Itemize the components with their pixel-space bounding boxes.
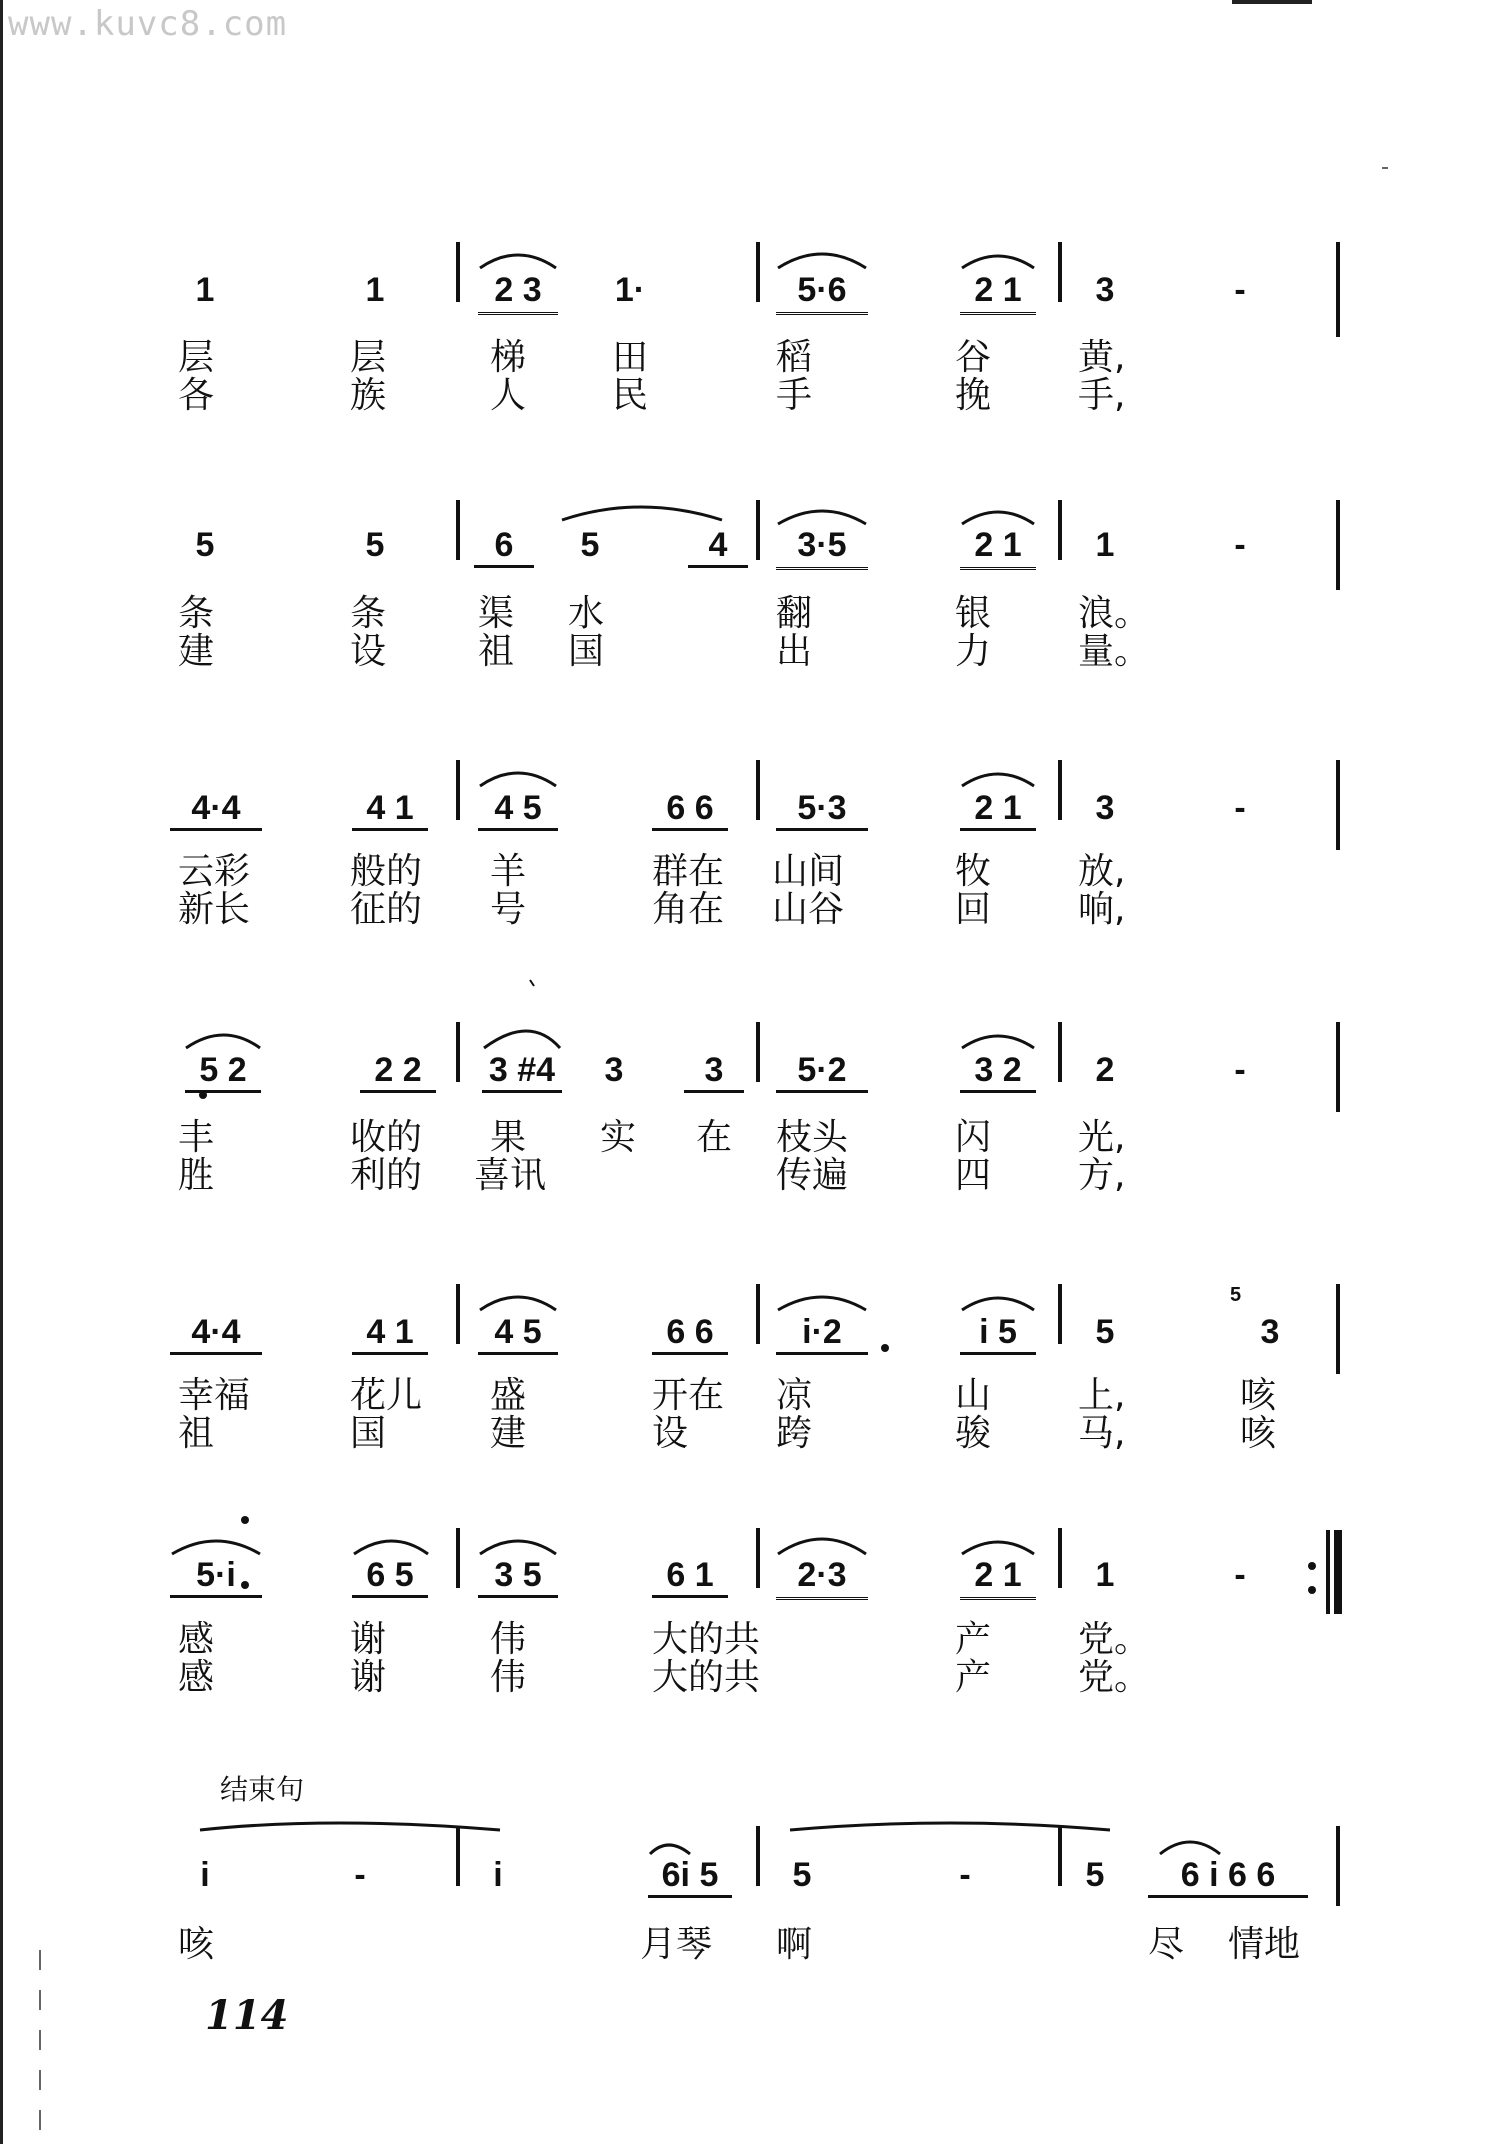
lyric: 浪。 bbox=[1078, 593, 1151, 634]
barline bbox=[456, 1528, 460, 1588]
top-edge-mark bbox=[1232, 0, 1312, 4]
note: 3 bbox=[1095, 789, 1115, 827]
lyric: 月琴 bbox=[640, 1924, 713, 1965]
lyric: 凉 bbox=[776, 1375, 813, 1416]
slur bbox=[354, 1541, 428, 1554]
barline bbox=[1058, 1528, 1062, 1588]
lyric: 谢 bbox=[350, 1657, 387, 1698]
lyric: 人 bbox=[490, 375, 527, 416]
barline bbox=[1058, 242, 1062, 302]
note: 1· bbox=[614, 271, 646, 309]
barline bbox=[1336, 1022, 1340, 1112]
lyric: 尽 bbox=[1148, 1924, 1185, 1965]
lyric: 黄, bbox=[1078, 337, 1126, 378]
lyric: 各 bbox=[178, 375, 215, 416]
lyric: 量。 bbox=[1078, 631, 1151, 672]
barline bbox=[756, 1528, 760, 1588]
slur bbox=[962, 1298, 1034, 1310]
lyric: 水 bbox=[568, 593, 605, 634]
note: 6 5 bbox=[352, 1555, 428, 1598]
lyric: 山谷 bbox=[772, 889, 845, 930]
lyric: 渠 bbox=[478, 593, 515, 634]
lyric: 传遍 bbox=[776, 1155, 849, 1196]
barline bbox=[1058, 1022, 1062, 1082]
barline bbox=[1058, 760, 1062, 820]
lyric: 光, bbox=[1078, 1117, 1126, 1158]
lyric: 条 bbox=[350, 593, 387, 634]
barline bbox=[756, 500, 760, 560]
lyric: 幸福 bbox=[178, 1375, 251, 1416]
note: 5 bbox=[195, 526, 215, 564]
lyric: 谢 bbox=[350, 1619, 387, 1660]
note: 5 bbox=[1085, 1856, 1105, 1894]
lyric: 力 bbox=[955, 631, 992, 672]
note: 3 bbox=[1095, 271, 1115, 309]
note: 2 1 bbox=[960, 788, 1036, 831]
barline bbox=[1336, 500, 1340, 590]
lyric: 骏 bbox=[955, 1413, 992, 1454]
lyric: 情地 bbox=[1228, 1924, 1301, 1965]
note: 4 5 bbox=[478, 1312, 558, 1355]
lyric: 果 bbox=[490, 1117, 527, 1158]
lyric: 上, bbox=[1078, 1375, 1126, 1416]
note: 6 1 bbox=[652, 1555, 728, 1598]
note: - bbox=[1234, 1556, 1246, 1594]
note: - bbox=[1234, 1051, 1246, 1089]
barline bbox=[1058, 1284, 1062, 1344]
lyric: 新长 bbox=[178, 889, 251, 930]
lyric: 层 bbox=[350, 337, 387, 378]
note: 3·5 bbox=[776, 525, 868, 570]
lyric: 设 bbox=[350, 631, 387, 672]
lyric: 翻 bbox=[776, 593, 813, 634]
note: 5·2 bbox=[776, 1050, 868, 1093]
lyric: 感 bbox=[178, 1619, 215, 1660]
lyric: 角在 bbox=[652, 889, 725, 930]
sharp-mark bbox=[530, 980, 534, 986]
note: 3 bbox=[1260, 1313, 1280, 1351]
slur bbox=[480, 255, 556, 268]
slur bbox=[962, 774, 1034, 786]
note: 4·4 bbox=[170, 1312, 262, 1355]
note: 2 2 bbox=[360, 1050, 436, 1093]
slur bbox=[1160, 1842, 1220, 1854]
lyric: 枝头 bbox=[776, 1117, 849, 1158]
lyric: 出 bbox=[776, 631, 813, 672]
lyric: 盛 bbox=[490, 1375, 527, 1416]
note: i bbox=[493, 1856, 503, 1894]
lyric: 群在 bbox=[652, 851, 725, 892]
slur bbox=[778, 1297, 866, 1310]
note: 3 bbox=[604, 1051, 624, 1089]
slur bbox=[962, 256, 1034, 268]
note: 1 bbox=[365, 271, 385, 309]
lyric: 牧 bbox=[955, 851, 992, 892]
note: - bbox=[1234, 789, 1246, 827]
barline bbox=[1058, 1826, 1062, 1886]
lyric: 祖 bbox=[178, 1413, 215, 1454]
lyric: 征的 bbox=[350, 889, 423, 930]
lyric: 设 bbox=[652, 1413, 689, 1454]
lyric: 手, bbox=[1078, 375, 1126, 416]
note: 4 bbox=[688, 525, 748, 568]
note: 6 6 bbox=[652, 788, 728, 831]
barline bbox=[456, 1022, 460, 1082]
lyric: 云彩 bbox=[178, 851, 251, 892]
lyric: 闪 bbox=[955, 1117, 992, 1158]
note: i·2 bbox=[776, 1312, 868, 1355]
lyric: 建 bbox=[490, 1413, 527, 1454]
lyric: 在 bbox=[696, 1117, 733, 1158]
barline bbox=[1336, 1826, 1340, 1906]
lyric: 手 bbox=[776, 375, 813, 416]
lyric: 号 bbox=[490, 889, 527, 930]
note: 3 2 bbox=[960, 1050, 1036, 1093]
lyric: 花儿 bbox=[350, 1375, 423, 1416]
barline bbox=[1336, 1284, 1340, 1374]
lyric: 咳 bbox=[178, 1924, 215, 1965]
barline bbox=[756, 1826, 760, 1886]
lyric: 感 bbox=[178, 1657, 215, 1698]
lyric: 四 bbox=[955, 1155, 992, 1196]
lyric: 响, bbox=[1078, 889, 1126, 930]
lyric: 祖 bbox=[478, 631, 515, 672]
lyric: 梯 bbox=[490, 337, 527, 378]
note: 6 6 bbox=[652, 1312, 728, 1355]
ending-label: 结束句 bbox=[220, 1773, 305, 1806]
lyric: 稻 bbox=[776, 337, 813, 378]
slur bbox=[480, 773, 556, 786]
note: - bbox=[959, 1856, 971, 1894]
slur bbox=[962, 512, 1034, 524]
note: 5·i bbox=[170, 1555, 262, 1598]
slur bbox=[778, 254, 866, 268]
lyric: 建 bbox=[178, 631, 215, 672]
lyric: 民 bbox=[612, 375, 649, 416]
lyric: 喜讯 bbox=[474, 1155, 547, 1196]
note: 2·3 bbox=[776, 1555, 868, 1600]
low-octave-dot bbox=[881, 1344, 889, 1352]
note: 5·6 bbox=[776, 270, 868, 315]
note: - bbox=[1234, 271, 1246, 309]
lyric: 大的共 bbox=[652, 1619, 761, 1660]
barline bbox=[756, 1284, 760, 1344]
lyric: 国 bbox=[350, 1413, 387, 1454]
slur bbox=[962, 1036, 1034, 1048]
slur bbox=[790, 1823, 1110, 1830]
lyric: 实 bbox=[600, 1117, 637, 1158]
slur bbox=[650, 1845, 690, 1854]
slur bbox=[778, 511, 866, 524]
lyric: 银 bbox=[955, 593, 992, 634]
page-number: 114 bbox=[205, 1992, 289, 2039]
slur bbox=[186, 1035, 260, 1048]
note: 6i 5 bbox=[648, 1855, 732, 1898]
lyric: 党。 bbox=[1078, 1619, 1151, 1660]
note: 2 bbox=[1095, 1051, 1115, 1089]
lyric: 党。 bbox=[1078, 1657, 1151, 1698]
note: 5 bbox=[1095, 1313, 1115, 1351]
note: 3 bbox=[684, 1050, 744, 1093]
lyric: 条 bbox=[178, 593, 215, 634]
note: 4 1 bbox=[352, 788, 428, 831]
slur bbox=[480, 1297, 556, 1310]
barline bbox=[456, 760, 460, 820]
grace-note: 5 bbox=[1230, 1284, 1242, 1306]
slur bbox=[172, 1541, 260, 1554]
slur bbox=[562, 507, 722, 520]
note: 4·4 bbox=[170, 788, 262, 831]
slur bbox=[778, 1539, 866, 1554]
barline bbox=[756, 760, 760, 820]
note: 1 bbox=[1095, 1556, 1115, 1594]
barline bbox=[456, 1826, 460, 1886]
lyric: 谷 bbox=[955, 337, 992, 378]
lyric: 开在 bbox=[652, 1375, 725, 1416]
note: 2 1 bbox=[960, 1555, 1036, 1600]
lyric: 山间 bbox=[772, 851, 845, 892]
slur bbox=[962, 1542, 1034, 1554]
lyric: 胜 bbox=[178, 1155, 215, 1196]
note: 3 #4 bbox=[482, 1050, 562, 1093]
high-octave-dot bbox=[241, 1516, 249, 1524]
lyric: 马, bbox=[1078, 1413, 1126, 1454]
page-edge bbox=[0, 0, 3, 2144]
lyric: 国 bbox=[568, 631, 605, 672]
lyric: 产 bbox=[955, 1657, 992, 1698]
lyric: 咳 bbox=[1240, 1413, 1277, 1454]
lyric: 伟 bbox=[490, 1619, 527, 1660]
lyric: 丰 bbox=[178, 1117, 215, 1158]
barline bbox=[456, 500, 460, 560]
barline bbox=[756, 1022, 760, 1082]
lyric: 山 bbox=[955, 1375, 992, 1416]
note: 4 1 bbox=[352, 1312, 428, 1355]
lyric: 利的 bbox=[350, 1155, 423, 1196]
lyric: 跨 bbox=[776, 1413, 813, 1454]
note: 2 1 bbox=[960, 270, 1036, 315]
slur bbox=[484, 1031, 560, 1048]
barline bbox=[456, 242, 460, 302]
barline bbox=[756, 242, 760, 302]
slur bbox=[480, 1541, 556, 1554]
note: - bbox=[354, 1856, 366, 1894]
lyric: 大的共 bbox=[652, 1657, 761, 1698]
lyric: 方, bbox=[1078, 1155, 1126, 1196]
lyric: 放, bbox=[1078, 851, 1126, 892]
barline bbox=[1336, 242, 1340, 337]
lyric: 伟 bbox=[490, 1657, 527, 1698]
note: 5·3 bbox=[776, 788, 868, 831]
lyric: 产 bbox=[955, 1619, 992, 1660]
note: 4 5 bbox=[478, 788, 558, 831]
barline bbox=[1058, 500, 1062, 560]
note: - bbox=[1234, 526, 1246, 564]
note: 5 bbox=[580, 526, 600, 564]
lyric: 回 bbox=[955, 889, 992, 930]
note: i bbox=[200, 1856, 210, 1894]
lyric: 挽 bbox=[955, 375, 992, 416]
lyric: 族 bbox=[350, 375, 387, 416]
lyric: 羊 bbox=[490, 851, 527, 892]
lyric: 咳 bbox=[1240, 1375, 1277, 1416]
watermark: www.kuvc8.com bbox=[8, 4, 288, 44]
barline bbox=[1336, 760, 1340, 850]
note: 3 5 bbox=[478, 1555, 558, 1598]
note: 1 bbox=[195, 271, 215, 309]
note: 5 bbox=[792, 1856, 812, 1894]
note: i 5 bbox=[960, 1312, 1036, 1355]
slur bbox=[200, 1823, 500, 1830]
lyric: 般的 bbox=[350, 851, 423, 892]
note: 5 2 bbox=[185, 1050, 261, 1093]
note: 6 i 6 6 bbox=[1148, 1855, 1308, 1898]
note: 1 bbox=[1095, 526, 1115, 564]
repeat-sign bbox=[1308, 1530, 1342, 1614]
lyric: 收的 bbox=[350, 1117, 423, 1158]
note: 2 1 bbox=[960, 525, 1036, 570]
lyric: 田 bbox=[612, 337, 649, 378]
note: 5 bbox=[365, 526, 385, 564]
lyric: 层 bbox=[178, 337, 215, 378]
note: 6 bbox=[474, 525, 534, 568]
lyric: 啊 bbox=[776, 1924, 813, 1965]
barline bbox=[456, 1284, 460, 1344]
note: 2 3 bbox=[478, 270, 558, 315]
